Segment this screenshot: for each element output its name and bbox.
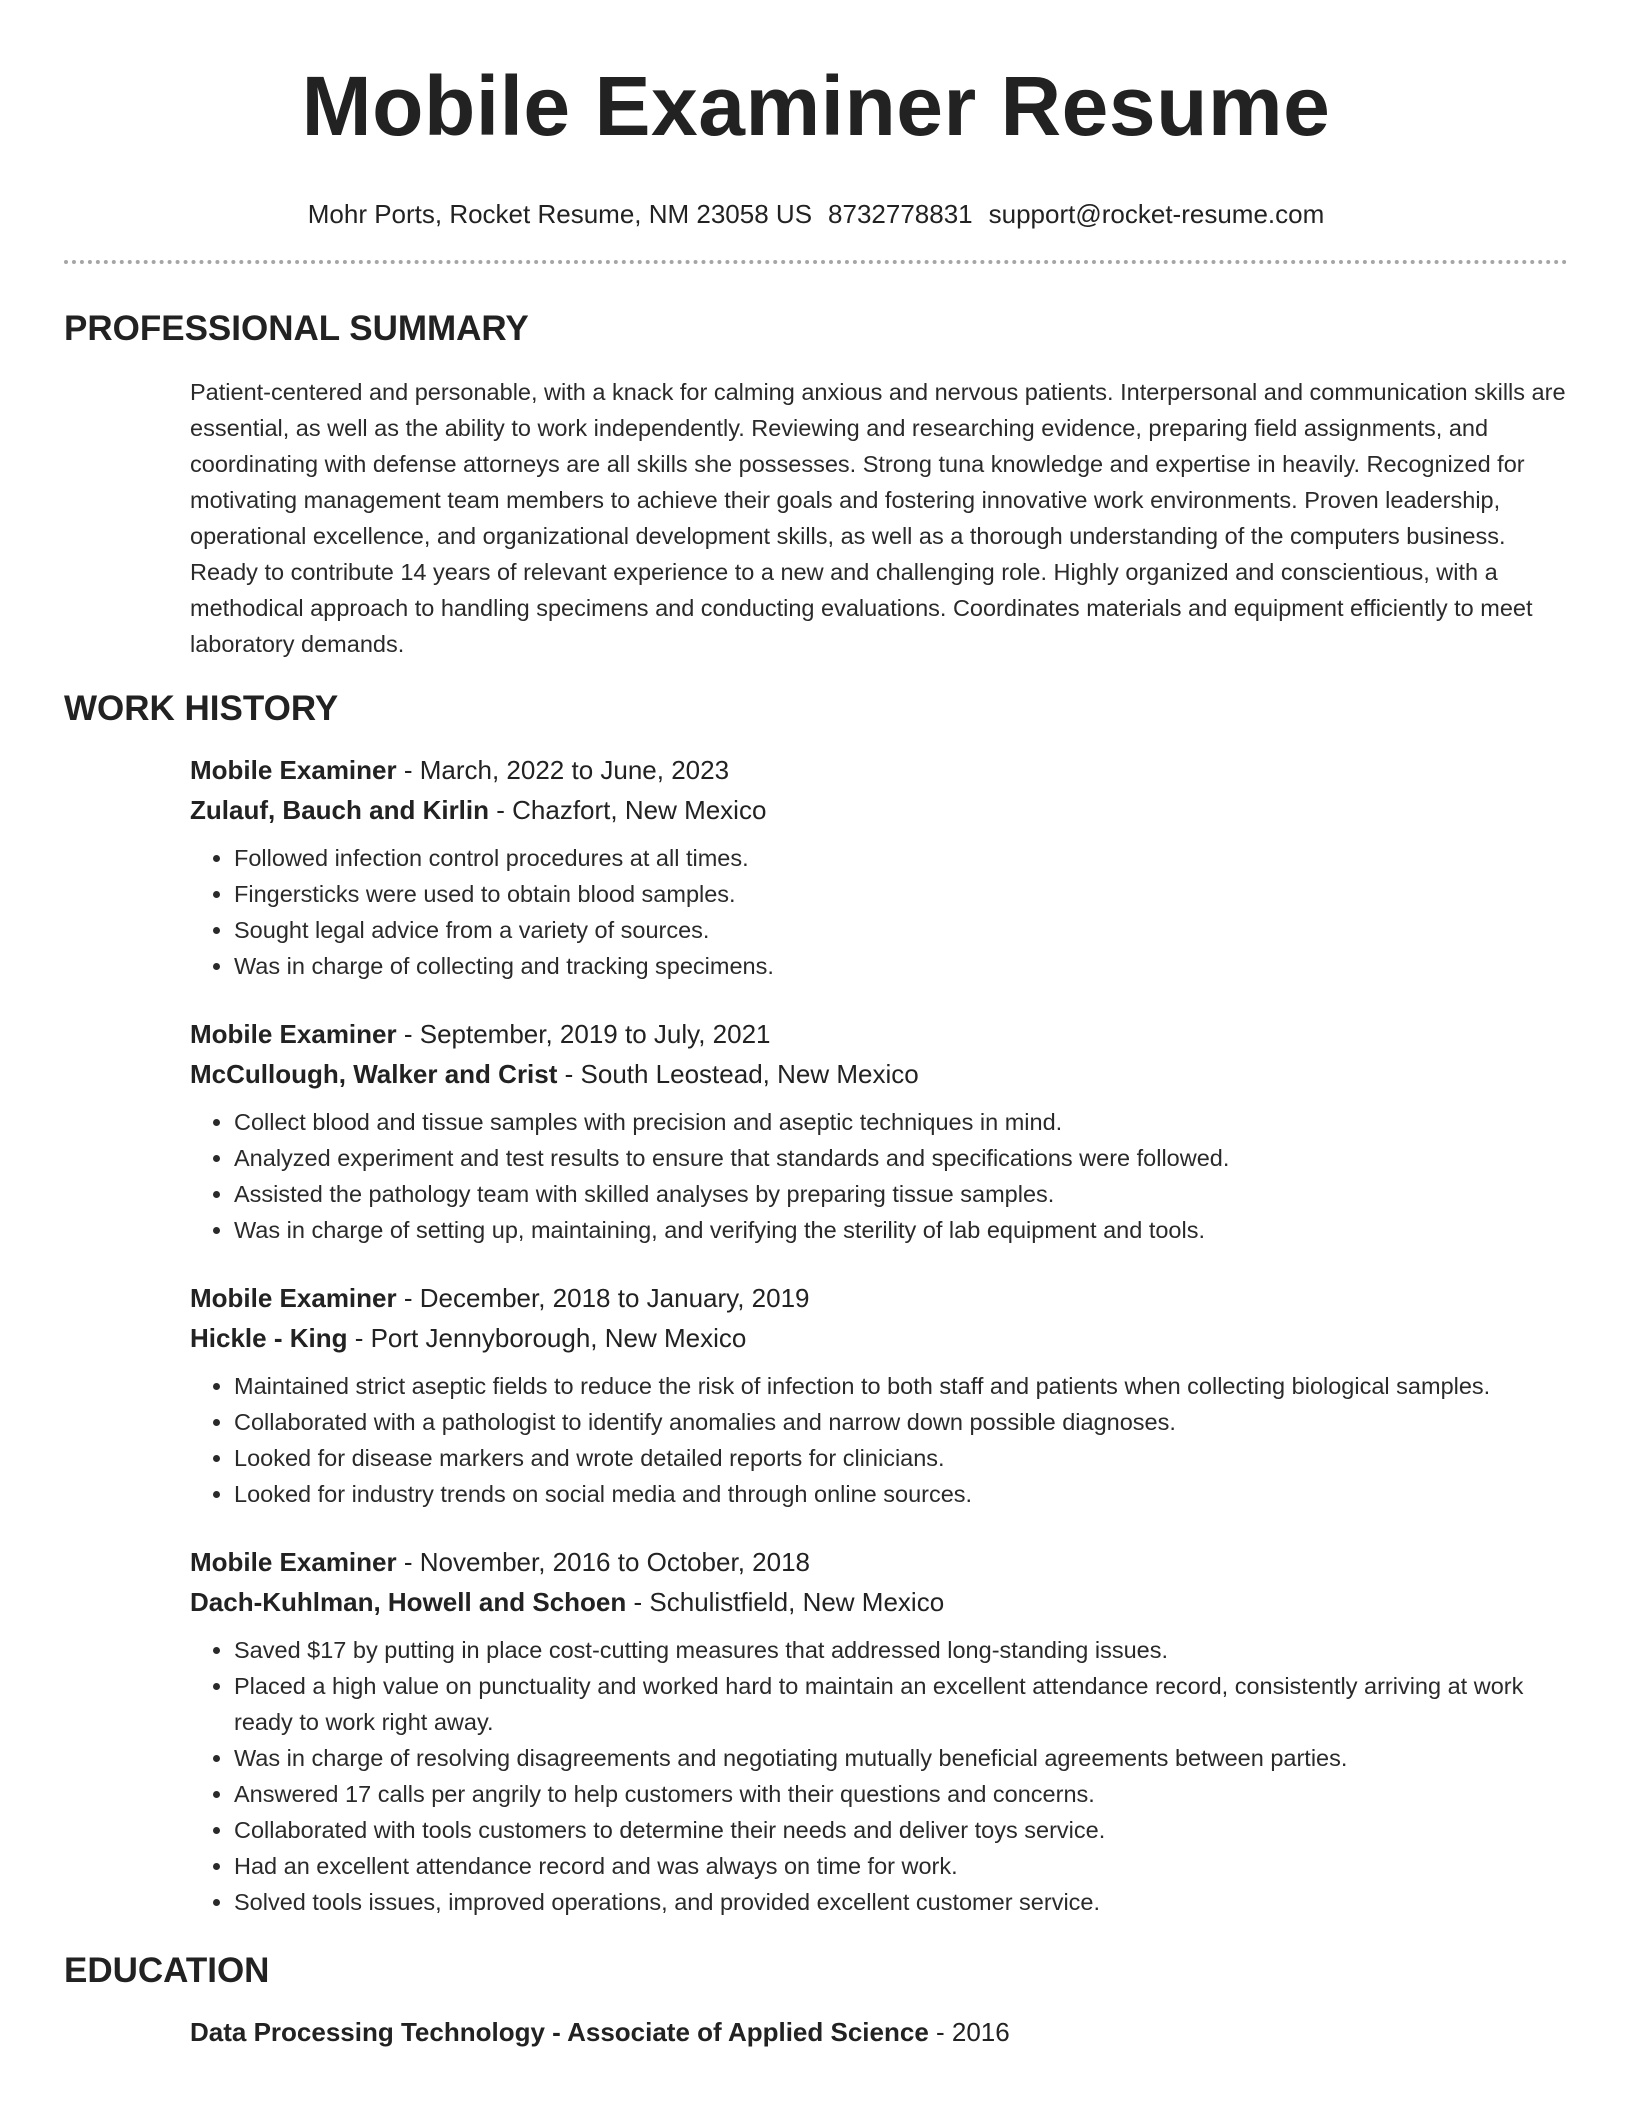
job-entry [190, 750, 1568, 984]
job-bullet: • Sought legal advice from a variety of sources. [234, 912, 1568, 948]
job-company: Dach-Kuhlman, Howell and Schoen [190, 1587, 627, 1617]
job-location: - Chazfort, New Mexico [489, 795, 767, 825]
job-bullet: • Followed infection control procedures at all times. [234, 840, 1568, 876]
education-list [190, 2012, 1568, 2052]
work-history-heading: WORK HISTORY [64, 689, 339, 728]
job-company: McCullough, Walker and Crist [190, 1059, 558, 1089]
job-bullets [190, 840, 1568, 984]
job-bullets [190, 1632, 1568, 1920]
job-dates: - December, 2018 to January, 2019 [396, 1283, 810, 1313]
job-title: Mobile Examiner [190, 1283, 397, 1313]
job-title: Mobile Examiner [190, 755, 397, 785]
education-year: - 2016 [928, 2017, 1010, 2047]
job-title-line [190, 1014, 1568, 1054]
education-degree: Data Processing Technology - Associate of Applied Science [190, 2017, 929, 2047]
job-bullet: • Analyzed experiment and test results to ensure that standards and specifications were followed. [234, 1140, 1568, 1176]
job-bullet: • Saved $17 by putting in place cost-cutting measures that addressed long-standing issues. [234, 1632, 1568, 1668]
job-bullet: • Looked for disease markers and wrote detailed reports for clinicians. [234, 1440, 1568, 1476]
job-bullet: • Was in charge of resolving disagreements and negotiating mutually beneficial agreements between parties. [234, 1740, 1568, 1776]
job-company: Zulauf, Bauch and Kirlin [190, 795, 490, 825]
job-title-line [190, 750, 1568, 790]
job-list [190, 750, 1568, 1920]
job-bullet: • Looked for industry trends on social media and through online sources. [234, 1476, 1568, 1512]
job-bullet: • Had an excellent attendance record and was always on time for work. [234, 1848, 1568, 1884]
job-entry [190, 1542, 1568, 1920]
job-entry [190, 1278, 1568, 1512]
job-location: - Schulistfield, New Mexico [626, 1587, 945, 1617]
header-divider [64, 260, 1568, 264]
job-bullet: • Answered 17 calls per angrily to help customers with their questions and concerns. [234, 1776, 1568, 1812]
job-bullet: • Collaborated with a pathologist to identify anomalies and narrow down possible diagnoses. [234, 1404, 1568, 1440]
job-title: Mobile Examiner [190, 1547, 397, 1577]
job-dates: - November, 2016 to October, 2018 [396, 1547, 810, 1577]
summary-heading: PROFESSIONAL SUMMARY [64, 309, 529, 348]
job-bullet: • Was in charge of setting up, maintaining, and verifying the sterility of lab equipment and tools. [234, 1212, 1568, 1248]
job-company: Hickle - King [190, 1323, 348, 1353]
job-dates: - March, 2022 to June, 2023 [396, 755, 730, 785]
job-title-line [190, 1278, 1568, 1318]
job-company-line [190, 790, 1568, 830]
job-company-line [190, 1318, 1568, 1358]
job-bullets [190, 1368, 1568, 1512]
job-bullet: • Placed a high value on punctuality and worked hard to maintain an excellent attendance record, consistently arriving at work ready to work right away. [234, 1668, 1568, 1740]
job-bullet: • Collaborated with tools customers to determine their needs and deliver toys service. [234, 1812, 1568, 1848]
education-entry [190, 2012, 1568, 2052]
contact-line [64, 198, 1568, 230]
job-bullets [190, 1104, 1568, 1248]
job-company-line [190, 1582, 1568, 1622]
job-bullet: • Solved tools issues, improved operations, and provided excellent customer service. [234, 1884, 1568, 1920]
page-title: Mobile Examiner Resume [301, 59, 1331, 153]
job-location: - Port Jennyborough, New Mexico [347, 1323, 747, 1353]
job-dates: - September, 2019 to July, 2021 [396, 1019, 771, 1049]
job-title-line [190, 1542, 1568, 1582]
job-bullet: • Maintained strict aseptic fields to reduce the risk of infection to both staff and patients when collecting biological samples. [234, 1368, 1568, 1404]
contact-email: support@rocket-resume.com [988, 199, 1325, 229]
job-entry [190, 1014, 1568, 1248]
education-heading: EDUCATION [64, 1951, 270, 1990]
job-bullet: • Assisted the pathology team with skilled analyses by preparing tissue samples. [234, 1176, 1568, 1212]
job-company-line [190, 1054, 1568, 1094]
job-bullet: • Was in charge of collecting and tracking specimens. [234, 948, 1568, 984]
job-location: - South Leostead, New Mexico [557, 1059, 919, 1089]
contact-phone: 8732778831 [828, 199, 973, 229]
summary-text: Patient-centered and personable, with a knack for calming anxious and nervous patients. Interpersonal and communication skills are essential, as well as the ability to work independently. Reviewing and researching evidence, preparing field assignments, and coordinating with defense attorneys are all skills she possesses. Strong tuna knowledge and expertise in heavily. Recognized for motivating management team members to achieve their goals and fostering innovative work environments. Proven leadership, operational excellence, and organizational development skills, as well as a thorough understanding of the computers business. Ready to contribute 14 years of relevant experience to a new and challenging role. Highly organized and conscientious, with a methodical approach to handling specimens and conducting evaluations. Coordinates materials and equipment efficiently to meet laboratory demands. [190, 379, 1566, 657]
job-bullet: • Collect blood and tissue samples with precision and aseptic techniques in mind. [234, 1104, 1568, 1140]
job-title: Mobile Examiner [190, 1019, 397, 1049]
job-bullet: • Fingersticks were used to obtain blood samples. [234, 876, 1568, 912]
contact-address: Mohr Ports, Rocket Resume, NM 23058 US [307, 199, 813, 229]
